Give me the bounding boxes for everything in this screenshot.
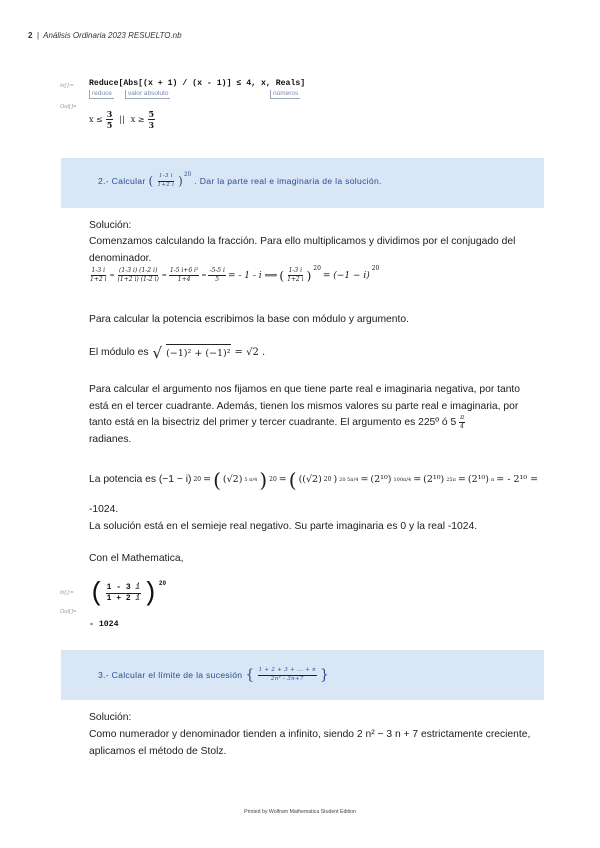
page-number: 2 [28,31,33,40]
frac-den: 4 [460,423,464,430]
solution-2-p4b: La solución está en el semieje real negativo. Su parte imaginaria es 0 y la real -1024. [89,521,478,532]
modulus-text: El módulo es [89,347,149,358]
argument-frac [459,415,465,430]
section-3-title: 3.- Calcular el límite de la sucesión { $\frac{1 + 2 + 3 + ... + n}{\text{2n² - 3n+7}}$ } [98,667,330,683]
power-text: La potencia es (−1 − i) [89,474,192,485]
power-line: La potencia es (−1 − i) 20 = ( (√2) 5 π/4 ) 20 = ( ((√2) 20 ) 20 5π/4 = (2¹⁰) 100π/4 = (2¹⁰) 25π = (2¹⁰) π = - 2¹⁰ = [89,468,539,492]
section-2-text-a: 2.- Calcular [98,176,146,186]
footer: Printed by Wolfram Mathematica Student Edition [244,809,356,815]
section-2-cell[interactable] [61,158,544,208]
frac-num: 1 - 3 ⅈ [106,582,141,592]
solution-2-p5: Con el Mathematica, [89,553,184,564]
output-frac-3-5 [106,110,114,129]
in-label-2: In[ ]:= [60,590,74,596]
frac-den: 1+2 i [287,276,304,283]
eq-frac-d [208,268,226,283]
power-sub-2: 20 5π/4 [339,477,359,483]
page-header [28,31,182,40]
eq-frac-a [89,268,108,283]
argument-text: Para calcular el argumento nos fijamos en que tiene parte real e imaginaria negativa, por tanto está en el tercer cuadrante. Además, tienen los mismos valores su parte real e imaginaria, por tanto está en la bisectriz del primer y tercer cuadrante. El argumento es 225º ó 5 [89,384,521,429]
tooltip-reals: números [270,90,300,99]
stolz-text-a: Como numerador y denominador tienden a infinito, siendo 2 [89,729,363,740]
solution-2-heading: Solución: [89,220,132,231]
stolz-text-b: n² − 3 n + 7 estrictamente creciente, aplicamos el método de Stolz. [89,729,531,757]
out-label-2: Out[ ]= [60,609,77,615]
output-x-le: x ≤ [89,115,103,124]
eq-f-power: 20 [313,265,321,272]
section-3-cell[interactable] [61,650,544,700]
frac-num: -5-5 i [209,267,225,274]
solution-3-p1 [89,727,539,760]
tooltip-abs: valor absoluto [125,90,170,99]
output-power: - 1024 [89,620,119,629]
eq-frac-f [286,268,305,283]
power-sub-3: 100π/4 [393,477,412,483]
modulus-line: El módulo es √ (−1)² + (−1)² = √2 . [89,344,266,362]
section-3-text-a: 3.- Calcular el límite de la sucesión [98,670,243,680]
frac-num: 1-3 i [288,267,303,274]
frac-den: 1+2 i [90,276,107,283]
power-sub-1: 5 π/4 [244,477,258,483]
eq-g-power: 20 [371,265,380,272]
frac-num: 1 + 2 + 3 + ... + n [258,668,317,676]
solution-2-p3 [89,382,539,448]
frac-den: 2n² - 3n+7 [270,675,304,682]
power-sub-4: 25π [446,477,456,483]
eq-frac-b [117,268,160,283]
section-2-frac [157,174,176,188]
output-or: || [119,115,125,124]
eq-result-g: = (−1 − i) [322,270,370,281]
fraction-equation: $\frac{1-3 i}{1+2 i}$ = $\frac{(1-3 i) (1-2 i)}{(1+2 i) (1-2 i)}$ = $\frac{\text{1-5 i+6 i²}}{1+4}$ = $\frac{-5-5 i}{5}$ = - 1 - i ⟹ ( $\frac{1-3 i}{1+2 i}$ ) 20 = (−1 − i) 20 [90,265,380,283]
header-separator: | [36,31,39,40]
frac-num: 1-3 i [158,174,174,182]
modulus-expr: (−1)² + (−1)² [166,344,230,363]
frac-den: 1 + 2 ⅈ [106,593,141,603]
modulus-result: = √2 . [234,347,266,358]
frac-num: 1-3 i [91,267,105,274]
frac-den: 5 [215,276,220,283]
input-frac [106,584,142,603]
section-2-text-b: . Dar la parte real e imaginaria de la solución. [194,176,382,186]
tooltip-reduce: reduce [89,90,114,99]
section-2-power: 20 [184,172,192,178]
section-2-title: 2.- Calcular ( $\frac{1-3 i}{1+2 i}$ ) 20 . Dar la parte real e imaginaria de la solución. [98,172,382,188]
output-x-ge: x ≥ [130,115,145,124]
out-label: Out[ ]= [60,104,77,110]
solution-2-p2: Para calcular la potencia escribimos la base con módulo y argumento. [89,314,409,325]
frac-num: 3 [106,109,113,119]
power-e2: (2¹⁰) [423,474,445,485]
output-frac-5-3 [148,110,156,129]
frac-num: 1-5 i+6 i² [169,267,199,274]
frac-den: 1+2 i [157,181,175,188]
input-code-power[interactable]: ( $\frac{\text{1 - 3 ⅈ}}{\text{1 + 2 ⅈ}}$ ) 20 [89,578,167,608]
input-code-reduce[interactable]: Reduce[Abs[(x + 1) / (x - 1)] ≤ 4, x, Reals] [89,79,306,88]
power-e1: (2¹⁰) [370,474,392,485]
frac-num: (1-3 i) (1-2 i) [119,267,158,274]
output-reduce [89,110,155,129]
frac-num: 5 [148,109,155,119]
frac-den: 3 [148,120,155,130]
power-sub-5: π [490,477,495,483]
in-label: In[ ]:= [60,83,74,89]
frac-den: 1+4 [177,276,191,283]
solution-3-heading: Solución: [89,712,132,723]
power-exp: 20 [193,476,202,483]
argument-end: radianes. [89,433,132,445]
power-end: = - 2¹⁰ = [496,474,539,485]
solution-2-p4a: -1024. [89,504,119,515]
input-power: 20 [158,580,167,587]
solution-2-p1: Comenzamos calculando la fracción. Para ello multiplicamos y dividimos por el conjugado del denominador. [89,236,516,264]
power-e3: (2¹⁰) [467,474,489,485]
frac-den: 5 [106,120,113,130]
power-exp-2: 20 [269,476,277,483]
section-3-frac [258,668,317,682]
eq-result-e: = - 1 - i ⟹ [227,270,278,281]
frac-num: π [460,414,465,421]
notebook-filename: Análisis Ordinaria 2023 RESUELTO.nb [43,31,182,40]
eq-frac-c [169,268,200,283]
frac-den: (1+2 i) (1-2 i) [117,276,159,283]
